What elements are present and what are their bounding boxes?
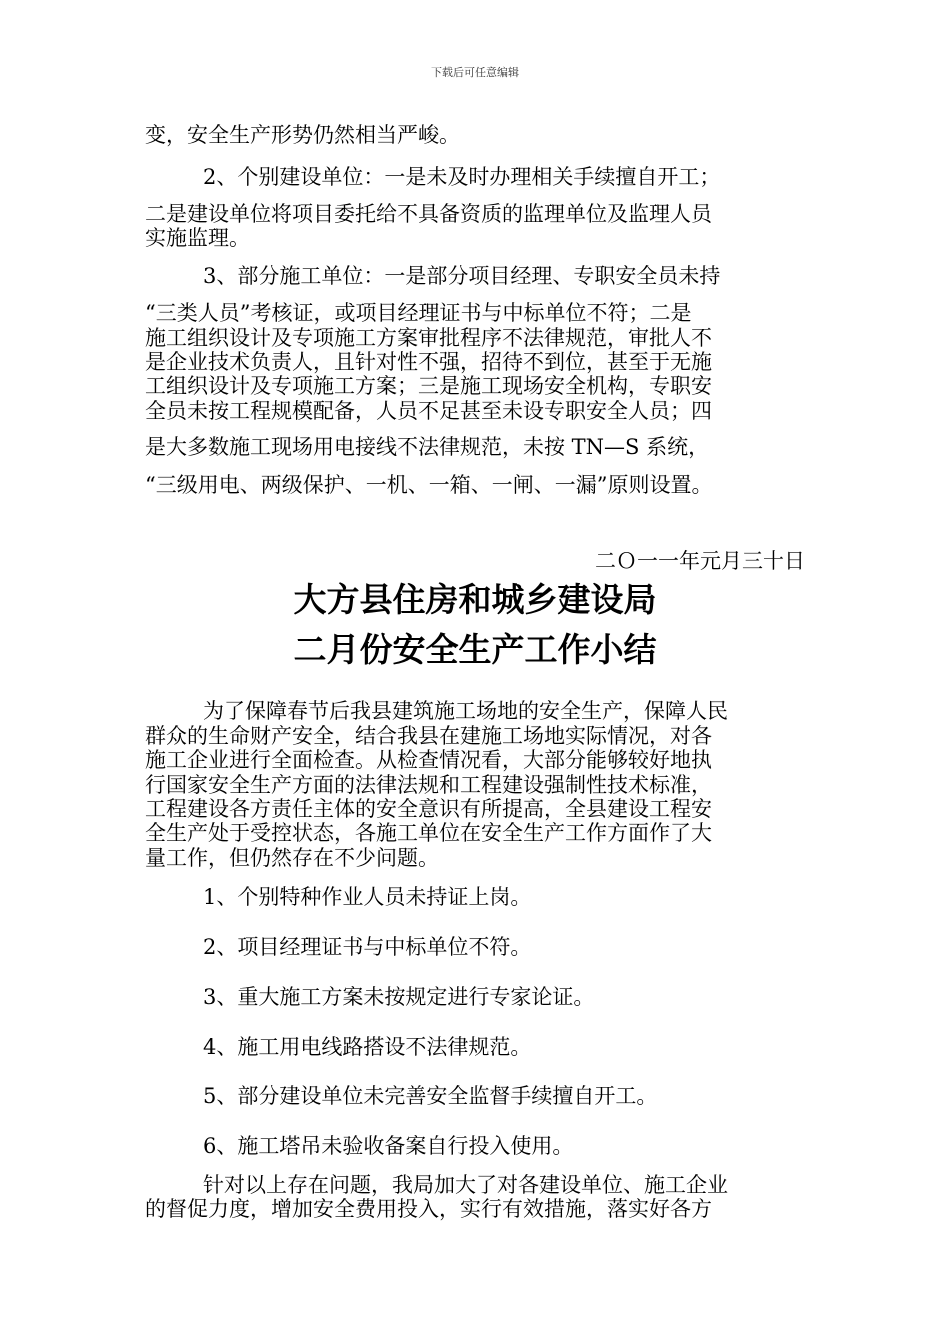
document-date: 二Ｏ一一年元月三十日 bbox=[595, 549, 805, 573]
document-title-line-1: 大方县住房和城乡建设局 bbox=[293, 580, 657, 619]
item-3-line: 工组织设计及专项施工方案；三是施工现场安全机构，专职安 bbox=[145, 374, 712, 398]
item-3-line: 是企业技术负责人，且针对性不强，招待不到位，甚至于无施 bbox=[145, 350, 712, 374]
item-3-line: 全员未按工程规模配备，人员不足甚至未设专职安全人员；四 bbox=[145, 399, 712, 423]
intro-line: 为了保障春节后我县建筑施工场地的安全生产，保障人民 bbox=[203, 699, 728, 723]
paragraph-line: 变，安全生产形势仍然相当严峻。 bbox=[145, 123, 460, 147]
item-3-line: 是大多数施工现场用电接线不法律规范，未按 TN—S 系统， bbox=[145, 435, 710, 459]
intro-line: 全生产处于受控状态，各施工单位在安全生产工作方面作了大 bbox=[145, 821, 712, 845]
closing-line: 的督促力度，增加安全费用投入，实行有效措施，落实好各方 bbox=[145, 1197, 712, 1221]
document-title-line-2: 二月份安全生产工作小结 bbox=[293, 630, 657, 669]
intro-line: 施工企业进行全面检查。从检查情况看，大部分能够较好地执 bbox=[145, 748, 712, 772]
intro-line: 群众的生命财产安全，结合我县在建施工场地实际情况，对各 bbox=[145, 724, 712, 748]
item-2-line: 二是建设单位将项目委托给不具备资质的监理单位及监理人员 bbox=[145, 202, 712, 226]
list-item: 2、项目经理证书与中标单位不符。 bbox=[203, 935, 532, 959]
list-item: 4、施工用电线路搭设不法律规范。 bbox=[203, 1035, 532, 1059]
item-3-line: “三级用电、两级保护、一机、一箱、一闸、一漏”原则设置。 bbox=[145, 473, 713, 497]
item-2-line: 2、个别建设单位：一是未及时办理相关手续擅自开工； bbox=[203, 165, 721, 189]
intro-line: 量工作，但仍然存在不少问题。 bbox=[145, 846, 439, 870]
intro-line: 行国家安全生产方面的法律法规和工程建设强制性技术标准， bbox=[145, 773, 712, 797]
item-3-line: 3、部分施工单位：一是部分项目经理、专职安全员未持 bbox=[203, 264, 721, 288]
item-2-line: 实施监理。 bbox=[145, 226, 250, 250]
item-3-line: “三类人员”考核证，或项目经理证书与中标单位不符；二是 bbox=[145, 301, 692, 325]
item-3-line: 施工组织设计及专项施工方案审批程序不法律规范，审批人不 bbox=[145, 326, 712, 350]
list-item: 6、施工塔吊未验收备案自行投入使用。 bbox=[203, 1134, 574, 1158]
intro-line: 工程建设各方责任主体的安全意识有所提高，全县建设工程安 bbox=[145, 797, 712, 821]
closing-line: 针对以上存在问题，我局加大了对各建设单位、施工企业 bbox=[203, 1173, 728, 1197]
list-item: 3、重大施工方案未按规定进行专家论证。 bbox=[203, 985, 595, 1009]
page-header-note: 下载后可任意编辑 bbox=[431, 66, 519, 79]
list-item: 5、部分建设单位未完善安全监督手续擅自开工。 bbox=[203, 1084, 658, 1108]
list-item: 1、个别特种作业人员未持证上岗。 bbox=[203, 885, 532, 909]
